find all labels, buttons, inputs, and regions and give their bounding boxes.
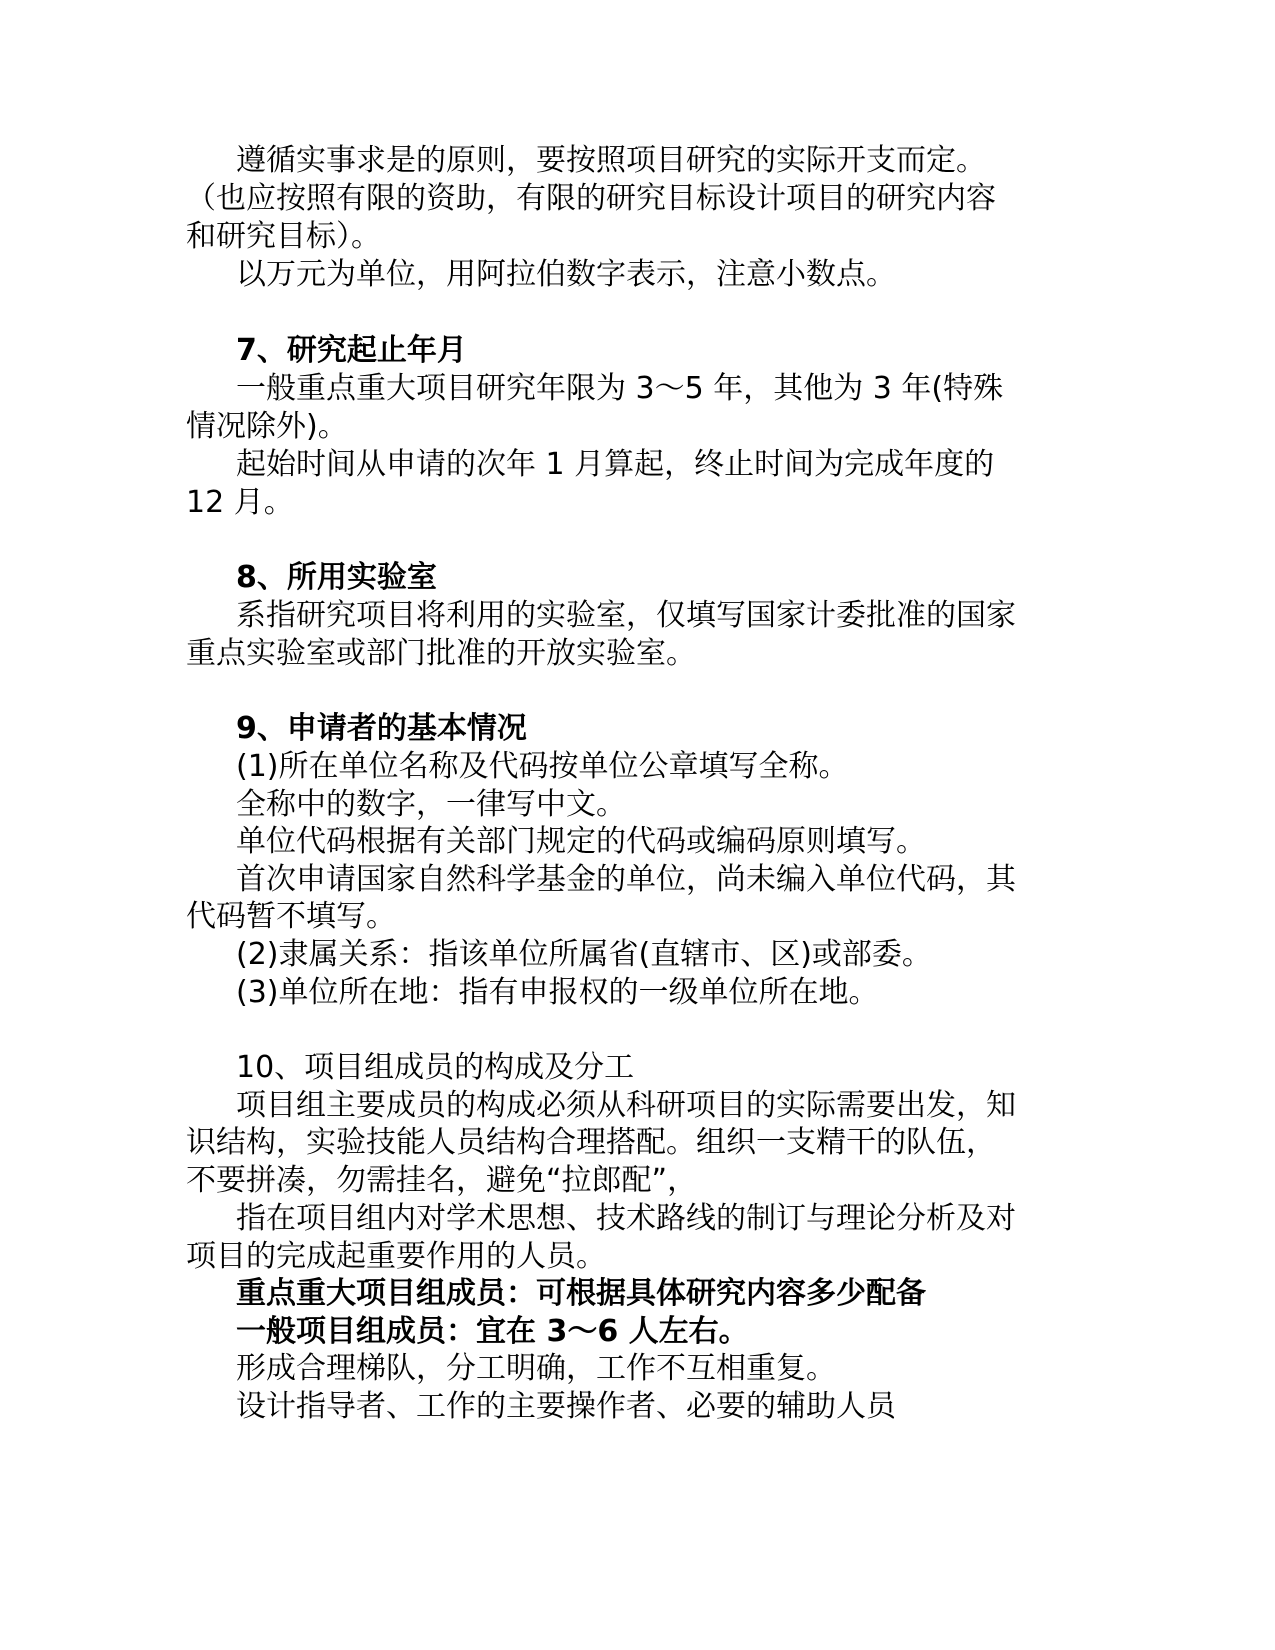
section-heading: 10、项目组成员的构成及分工	[236, 1050, 635, 1085]
text-line: 遵循实事求是的原则，要按照项目研究的实际开支而定。	[236, 143, 986, 178]
text-line: 和研究目标）。	[186, 219, 381, 254]
text-line: 一般重点重大项目研究年限为 3～5 年，其他为 3 年(特殊	[236, 371, 1004, 406]
text-line: 系指研究项目将利用的实验室，仅填写国家计委批准的国家	[236, 598, 1016, 633]
text-line: 设计指导者、工作的主要操作者、必要的辅助人员	[236, 1389, 896, 1424]
section-heading: 8、所用实验室	[236, 560, 437, 595]
text-line: 以万元为单位，用阿拉伯数字表示，注意小数点。	[236, 257, 896, 292]
text-line: (2)隶属关系：指该单位所属省(直辖市、区)或部委。	[236, 937, 932, 972]
text-line: 首次申请国家自然科学基金的单位，尚未编入单位代码，其	[236, 862, 1016, 897]
text-line: 12 月。	[186, 485, 294, 520]
text-line: 指在项目组内对学术思想、技术路线的制订与理论分析及对	[236, 1201, 1016, 1236]
bold-text-line: 重点重大项目组成员：可根据具体研究内容多少配备	[236, 1276, 926, 1311]
text-line: 识结构，实验技能人员结构合理搭配。组织一支精干的队伍，	[186, 1125, 996, 1160]
text-line: 项目的完成起重要作用的人员。	[186, 1239, 606, 1274]
text-line: 单位代码根据有关部门规定的代码或编码原则填写。	[236, 824, 926, 859]
text-line: 不要拼凑，勿需挂名，避免“拉郎配”，	[186, 1163, 698, 1198]
section-heading: 7、研究起止年月	[236, 333, 467, 368]
text-line: 情况除外)。	[186, 409, 348, 444]
text-line: 形成合理梯队，分工明确，工作不互相重复。	[236, 1351, 836, 1386]
section-heading: 9、申请者的基本情况	[236, 711, 527, 746]
text-line: 代码暂不填写。	[186, 899, 396, 934]
text-line: 项目组主要成员的构成必须从科研项目的实际需要出发，知	[236, 1088, 1016, 1123]
bold-text-line: 一般项目组成员：宜在 3～6 人左右。	[236, 1314, 749, 1349]
text-line: （也应按照有限的资助，有限的研究目标设计项目的研究内容	[186, 181, 996, 216]
text-line: 重点实验室或部门批准的开放实验室。	[186, 636, 696, 671]
text-line: 全称中的数字，一律写中文。	[236, 787, 626, 822]
text-line: (1)所在单位名称及代码按单位公章填写全称。	[236, 749, 849, 784]
text-line: (3)单位所在地：指有申报权的一级单位所在地。	[236, 975, 879, 1010]
text-line: 起始时间从申请的次年 1 月算起，终止时间为完成年度的	[236, 447, 995, 482]
